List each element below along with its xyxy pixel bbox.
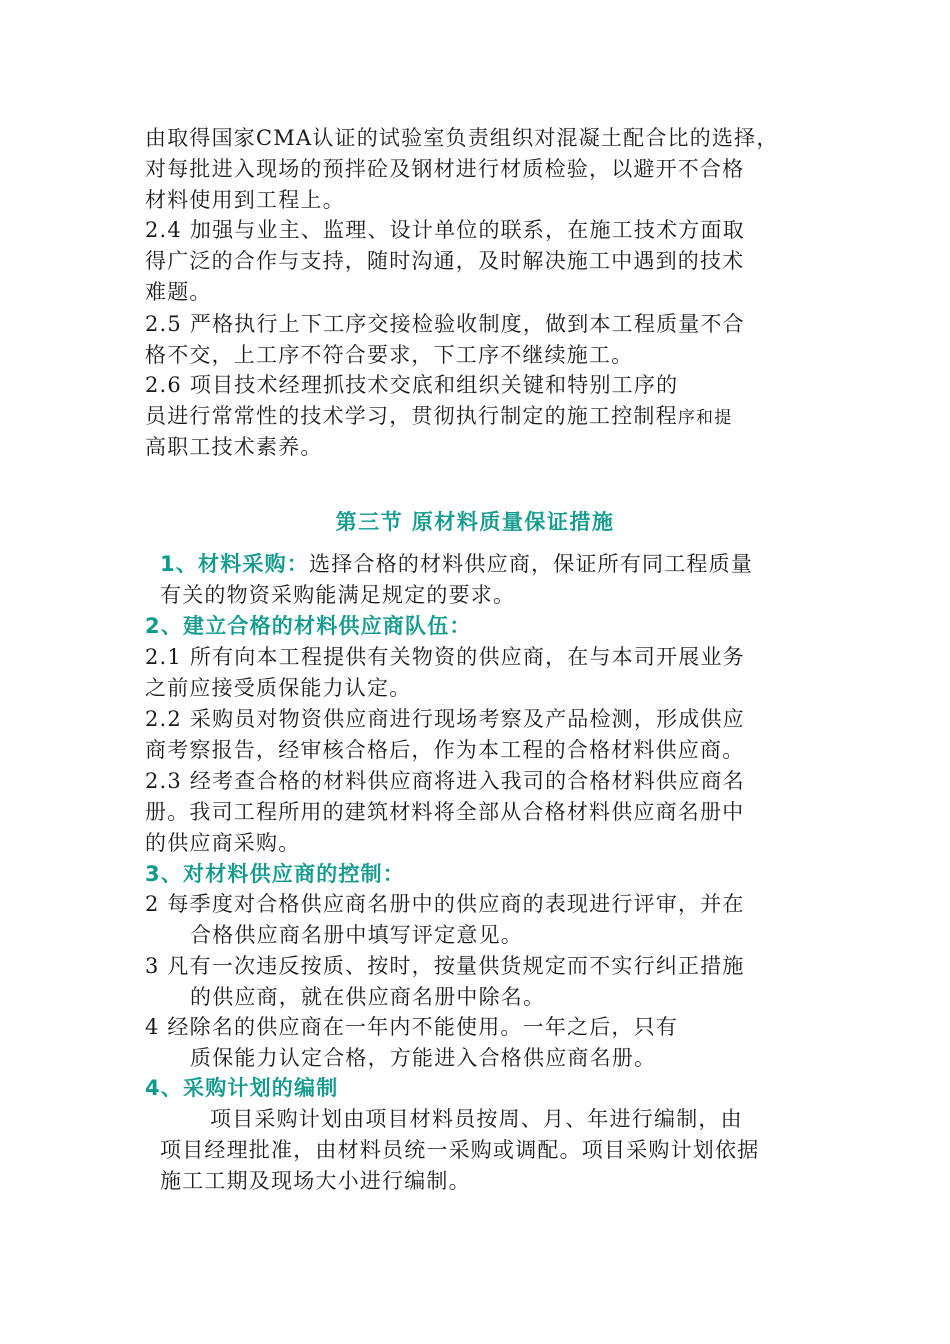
s4-heading: 4、采购计划的编制 (145, 1076, 339, 1100)
intro-line-3: 材料使用到工程上。 (145, 188, 345, 212)
s1-line-1-text: 选择合格的材料供应商，保证所有同工程质量 (309, 552, 754, 576)
s3-item-2-line-1: 2 每季度对合格供应商名册中的供应商的表现进行评审，并在 (145, 892, 745, 916)
s3-item-4-line-2: 质保能力认定合格，方能进入合格供应商名册。 (190, 1046, 657, 1070)
item-2-2-line-1: 2.2 采购员对物资供应商进行现场考察及产品检测，形成供应 (145, 707, 745, 731)
item-2-6-line-2-small: 序和提 (677, 408, 733, 428)
item-2-6-line-2 (145, 401, 732, 433)
item-2-3-line-1: 2.3 经考查合格的材料供应商将进入我司的合格材料供应商名 (145, 769, 745, 793)
item-2-6-line-2-main: 员进行常常性的技术学习，贯彻执行制定的施工控制程 (145, 404, 678, 428)
item-2-3-line-3: 的供应商采购。 (145, 831, 301, 855)
s4-line-2: 项目经理批准，由材料员统一采购或调配。项目采购计划依据 (160, 1138, 760, 1162)
s4-line-3: 施工工期及现场大小进行编制。 (160, 1169, 471, 1193)
s2-heading: 2、建立合格的材料供应商队伍： (145, 614, 472, 638)
s1-line-1 (160, 549, 753, 579)
item-2-1-line-2: 之前应接受质保能力认定。 (145, 676, 412, 700)
item-2-4-line-1: 2.4 加强与业主、监理、设计单位的联系，在施工技术方面取 (145, 218, 745, 242)
s3-item-2-line-2: 合格供应商名册中填写评定意见。 (190, 923, 523, 947)
s1-line-2: 有关的物资采购能满足规定的要求。 (160, 583, 516, 607)
item-2-1-line-1: 2.1 所有向本工程提供有关物资的供应商，在与本司开展业务 (145, 645, 745, 669)
item-2-3-line-2: 册。我司工程所用的建筑材料将全部从合格材料供应商名册中 (145, 800, 745, 824)
s4-line-1: 项目采购计划由项目材料员按周、月、年进行编制，由 (210, 1107, 743, 1131)
item-2-6-line-1: 2.6 项目技术经理抓技术交底和组织关键和特别工序的 (145, 373, 679, 397)
item-2-6-line-3: 高职工技术素养。 (145, 435, 323, 459)
s3-item-4-line-1: 4 经除名的供应商在一年内不能使用。一年之后，只有 (145, 1015, 679, 1039)
intro-line-2: 对每批进入现场的预拌砼及钢材进行材质检验，以避开不合格 (145, 157, 745, 181)
intro-line-1: 由取得国家CMA认证的试验室负责组织对混凝土配合比的选择， (145, 126, 779, 150)
item-2-4-line-2: 得广泛的合作与支持，随时沟通，及时解决施工中遇到的技术 (145, 249, 745, 273)
item-2-5-line-1: 2.5 严格执行上下工序交接检验收制度，做到本工程质量不合 (145, 312, 745, 336)
s1-heading: 1、材料采购： (160, 552, 310, 576)
item-2-4-line-3: 难题。 (145, 280, 212, 304)
section-title: 第三节 原材料质量保证措施 (335, 510, 615, 534)
s3-heading: 3、对材料供应商的控制： (145, 862, 406, 886)
s3-item-3-line-1: 3 凡有一次违反按质、按时，按量供货规定而不实行纠正措施 (145, 954, 745, 978)
item-2-5-line-2: 格不交，上工序不符合要求，下工序不继续施工。 (145, 343, 634, 367)
item-2-2-line-2: 商考察报告，经审核合格后，作为本工程的合格材料供应商。 (145, 738, 745, 762)
s3-item-3-line-2: 的供应商，就在供应商名册中除名。 (190, 985, 546, 1009)
